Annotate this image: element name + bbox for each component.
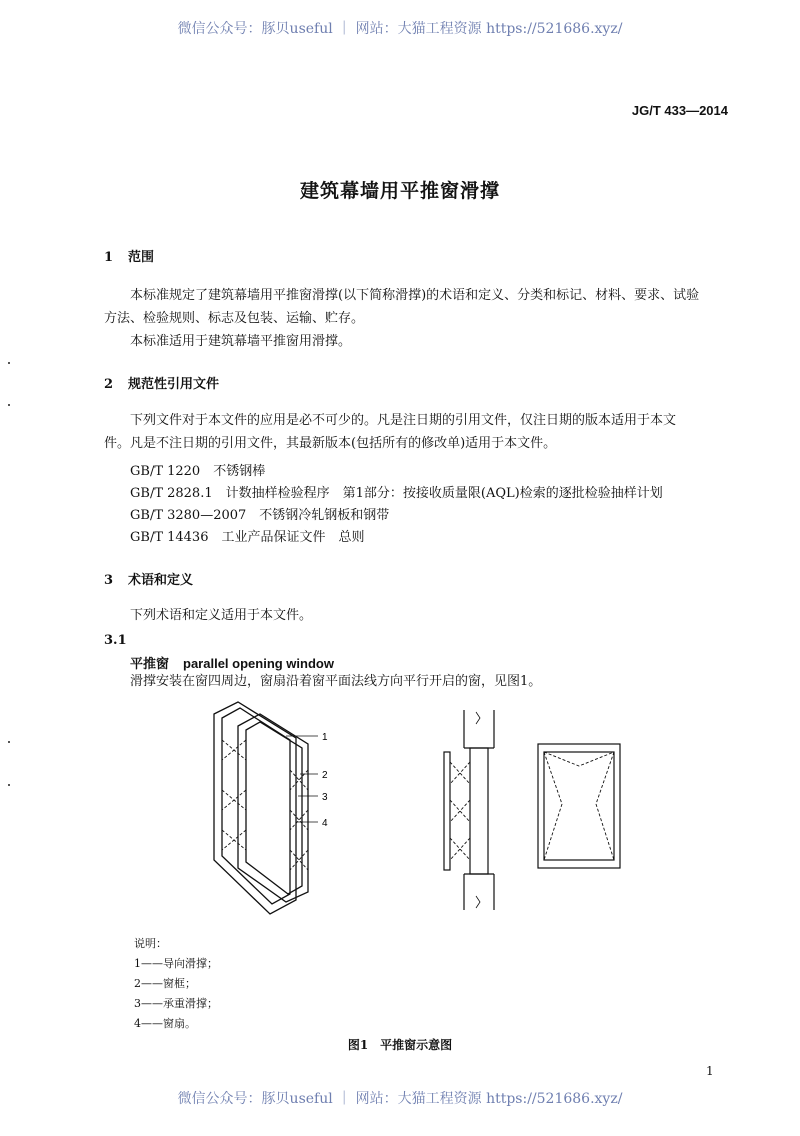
standard-code: JG/T 433—2014 (631, 103, 728, 118)
callout-1: 1 (322, 732, 328, 743)
section-1-paragraph-line-1: 本标准规定了建筑幕墙用平推窗滑撑(以下简称滑撑)的术语和定义、分类和标记、材料、要求、试验 (130, 288, 700, 303)
section-1-heading (104, 246, 154, 265)
reference-item: GB/T 2828.1 计数抽样检验程序 第1部分：按接收质量限(AQL)检索的逐批检验抽样计划 (130, 486, 663, 501)
document-title: 建筑幕墙用平推窗滑撑 (299, 180, 500, 202)
section-title: 术语和定义 (128, 573, 194, 588)
legend-item: 4——窗扇。 (134, 1017, 196, 1030)
section-number: 2 (104, 377, 114, 392)
callout-2: 2 (322, 770, 328, 781)
term-definition: 滑撑安装在窗四周边，窗扇沿着窗平面法线方向平行开启的窗，见图1。 (130, 674, 542, 689)
reference-item: GB/T 3280—2007 不锈钢冷轧钢板和钢带 (130, 508, 390, 523)
section-2-paragraph-line-1: 下列文件对于本文件的应用是必不可少的。凡是注日期的引用文件，仅注日期的版本适用于本文 (130, 413, 677, 428)
figure-1-drawing (200, 700, 640, 920)
section-number: 3 (104, 573, 114, 588)
callout-4: 4 (322, 818, 328, 829)
figure-caption: 图1 平推窗示意图 (347, 1038, 453, 1052)
reference-item: GB/T 1220 不锈钢棒 (130, 464, 266, 479)
term-chinese: 平推窗 (130, 657, 170, 672)
watermark-bottom: 微信公众号：豚贝useful ｜ 网站：大猫工程资源 https://521686.xyz/ (177, 1091, 623, 1107)
legend-item: 3——承重滑撑； (134, 997, 218, 1010)
legend-item: 1——导向滑撑； (134, 957, 218, 970)
section-number: 1 (104, 250, 114, 265)
perspective-window (214, 702, 318, 914)
callout-3: 3 (322, 792, 328, 803)
page-number: 1 (706, 1064, 714, 1078)
watermark-top: 微信公众号：豚贝useful ｜ 网站：大猫工程资源 https://521686.xyz/ (177, 21, 623, 37)
margin-mark (8, 741, 10, 743)
section-1-paragraph-2: 本标准适用于建筑幕墙平推窗用滑撑。 (130, 334, 352, 349)
legend-item: 2——窗框； (134, 977, 196, 990)
section-title: 规范性引用文件 (128, 377, 220, 392)
section-3-paragraph: 下列术语和定义适用于本文件。 (130, 608, 313, 623)
legend-title: 说明： (134, 937, 167, 950)
margin-mark (8, 404, 10, 406)
subsection-number: 3.1 (104, 633, 127, 648)
section-title: 范围 (128, 250, 155, 265)
section-2-heading (104, 373, 219, 392)
term-english: parallel opening window (183, 656, 334, 671)
margin-mark (8, 362, 10, 364)
margin-mark (8, 784, 10, 786)
section-2-paragraph-line-2: 件。凡是不注日期的引用文件，其最新版本(包括所有的修改单)适用于本文件。 (104, 436, 557, 451)
reference-item: GB/T 14436 工业产品保证文件 总则 (130, 530, 365, 545)
section-3-heading (104, 569, 193, 588)
section-1-paragraph-line-2: 方法、检验规则、标志及包装、运输、贮存。 (104, 311, 365, 326)
section-view (444, 710, 494, 910)
figure-legend (134, 934, 218, 1034)
elevation-view (538, 744, 620, 868)
